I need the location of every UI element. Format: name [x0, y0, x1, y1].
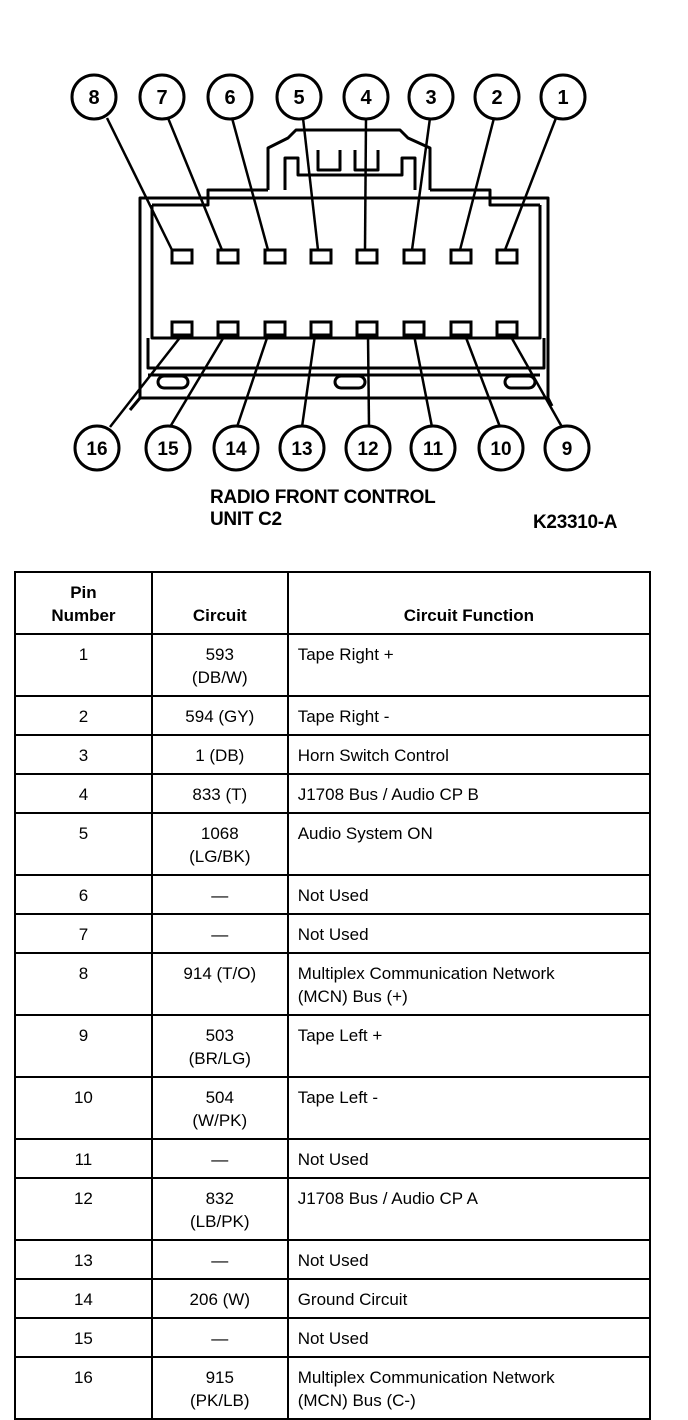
pin-number-cell	[15, 774, 152, 813]
header-pin-line1: Pin	[70, 583, 97, 602]
pin-callouts-top	[72, 75, 585, 119]
circuit-line-2: (LB/PK)	[190, 1212, 250, 1231]
function-cell	[288, 1240, 650, 1279]
function-line-1: Tape Right +	[297, 645, 394, 664]
function-cell	[288, 1357, 650, 1419]
figure-code: K23310-A	[533, 512, 618, 533]
pin-number: 3	[78, 746, 89, 765]
circuit-line-1: 206 (W)	[189, 1290, 251, 1309]
table-row	[15, 735, 650, 774]
svg-text:3: 3	[425, 87, 437, 109]
svg-text:9: 9	[561, 439, 573, 460]
pin-callout-9	[545, 426, 589, 470]
table-row	[15, 1318, 650, 1357]
pin-number-cell	[15, 696, 152, 735]
pin-callout-8	[72, 75, 116, 119]
pin-number: 4	[78, 785, 89, 804]
table-row	[15, 1077, 650, 1139]
circuit-line-1: —	[211, 925, 229, 944]
svg-text:6: 6	[224, 87, 236, 109]
function-cell	[288, 634, 650, 696]
function-line-1: Not Used	[297, 1329, 369, 1348]
pin-number-cell	[15, 1279, 152, 1318]
table-row	[15, 914, 650, 953]
svg-text:11: 11	[422, 439, 444, 460]
circuit-line-1: 593	[205, 645, 234, 664]
pin-number: 9	[78, 1026, 89, 1045]
pin-callout-16	[75, 426, 119, 470]
pin-callout-15	[146, 426, 190, 470]
circuit-cell	[152, 696, 288, 735]
table-row	[15, 696, 650, 735]
table-row	[15, 1357, 650, 1419]
circuit-cell	[152, 813, 288, 875]
header-pin-line2: Number	[51, 606, 116, 625]
pin-number-cell	[15, 1077, 152, 1139]
circuit-line-1: 914 (T/O)	[183, 964, 257, 983]
pin-callout-4	[344, 75, 388, 119]
function-line-2: (MCN) Bus (+)	[297, 987, 408, 1006]
circuit-cell	[152, 875, 288, 914]
terminal-row-bottom	[172, 322, 517, 335]
pin-callout-13	[280, 426, 324, 470]
function-cell	[288, 1015, 650, 1077]
connector-diagram	[0, 0, 688, 560]
svg-text:2: 2	[491, 87, 503, 109]
pin-number: 13	[73, 1251, 93, 1270]
table-row	[15, 1279, 650, 1318]
function-line-2: (MCN) Bus (C-)	[297, 1391, 416, 1410]
pin-callout-3	[409, 75, 453, 119]
circuit-cell	[152, 914, 288, 953]
circuit-line-1: —	[211, 1329, 229, 1348]
table-row	[15, 1178, 650, 1240]
function-cell	[288, 813, 650, 875]
table-row	[15, 953, 650, 1015]
circuit-line-1: —	[211, 886, 229, 905]
circuit-cell	[152, 1279, 288, 1318]
pin-number-cell	[15, 875, 152, 914]
pin-callout-1	[541, 75, 585, 119]
pin-callout-11	[411, 426, 455, 470]
table-row	[15, 634, 650, 696]
table-row	[15, 1240, 650, 1279]
pin-number-cell	[15, 1139, 152, 1178]
pin-number-cell	[15, 813, 152, 875]
circuit-cell	[152, 1357, 288, 1419]
svg-text:8: 8	[88, 87, 100, 109]
svg-text:5: 5	[293, 87, 305, 109]
function-line-1: Audio System ON	[297, 824, 433, 843]
diagram-caption	[210, 487, 435, 531]
pin-function-table	[14, 571, 651, 1420]
pin-callout-14	[214, 426, 258, 470]
table-row	[15, 774, 650, 813]
function-line-1: J1708 Bus / Audio CP A	[297, 1189, 478, 1208]
circuit-line-1: —	[211, 1150, 229, 1169]
pin-callout-5	[277, 75, 321, 119]
function-line-1: Tape Right -	[297, 707, 390, 726]
circuit-line-1: 832	[205, 1189, 234, 1208]
pin-number: 7	[78, 925, 89, 944]
caption-line-2: UNIT C2	[210, 509, 282, 530]
svg-text:15: 15	[157, 439, 179, 460]
header-pin-number	[15, 572, 152, 634]
function-line-1: Not Used	[297, 1150, 369, 1169]
pin-number: 16	[73, 1368, 93, 1387]
pin-number-cell	[15, 953, 152, 1015]
header-circuit-function: Circuit Function	[288, 572, 650, 634]
pin-number: 14	[73, 1290, 93, 1309]
function-cell	[288, 1279, 650, 1318]
function-line-1: J1708 Bus / Audio CP B	[297, 785, 479, 804]
circuit-line-1: 1 (DB)	[195, 746, 245, 765]
circuit-cell	[152, 1139, 288, 1178]
function-line-1: Horn Switch Control	[297, 746, 449, 765]
function-cell	[288, 735, 650, 774]
pin-number: 1	[78, 645, 89, 664]
circuit-cell	[152, 634, 288, 696]
pin-number: 11	[74, 1150, 93, 1169]
function-line-1: Multiplex Communication Network	[297, 964, 555, 983]
circuit-line-2: (LG/BK)	[189, 847, 251, 866]
pin-number: 15	[73, 1329, 93, 1348]
circuit-cell	[152, 774, 288, 813]
pin-number-cell	[15, 914, 152, 953]
function-cell	[288, 1318, 650, 1357]
function-line-1: Multiplex Communication Network	[297, 1368, 555, 1387]
svg-text:13: 13	[291, 439, 313, 460]
pin-number-cell	[15, 1357, 152, 1419]
caption-line-1: RADIO FRONT CONTROL	[210, 487, 436, 508]
function-cell	[288, 1139, 650, 1178]
svg-text:7: 7	[156, 87, 168, 109]
svg-text:4: 4	[360, 87, 372, 109]
function-line-1: Tape Left -	[297, 1088, 379, 1107]
function-cell	[288, 875, 650, 914]
function-cell	[288, 774, 650, 813]
pin-callout-10	[479, 426, 523, 470]
circuit-cell	[152, 1178, 288, 1240]
function-cell	[288, 696, 650, 735]
circuit-cell	[152, 735, 288, 774]
circuit-line-1: 504	[205, 1088, 234, 1107]
circuit-cell	[152, 953, 288, 1015]
circuit-line-2: (PK/LB)	[190, 1391, 250, 1410]
pin-number-cell	[15, 1178, 152, 1240]
pin-number: 8	[78, 964, 89, 983]
pin-callout-12	[346, 426, 390, 470]
table-row	[15, 1139, 650, 1178]
connector-housing	[130, 130, 552, 410]
pin-number: 2	[78, 707, 89, 726]
pin-callout-7	[140, 75, 184, 119]
svg-text:14: 14	[225, 439, 247, 460]
circuit-line-1: 1068	[200, 824, 239, 843]
pin-number: 6	[78, 886, 89, 905]
pin-number-cell	[15, 1318, 152, 1357]
svg-text:16: 16	[86, 439, 108, 460]
circuit-line-1: 833 (T)	[192, 785, 248, 804]
circuit-line-1: 915	[205, 1368, 234, 1387]
table-row	[15, 875, 650, 914]
pin-number-cell	[15, 1240, 152, 1279]
table-row	[15, 1015, 650, 1077]
pin-number: 10	[73, 1088, 93, 1107]
circuit-line-2: (DB/W)	[191, 668, 248, 687]
function-line-1: Ground Circuit	[297, 1290, 408, 1309]
circuit-cell	[152, 1015, 288, 1077]
function-line-1: Not Used	[297, 925, 369, 944]
pin-callouts-bottom	[75, 426, 589, 470]
circuit-line-1: 594 (GY)	[185, 707, 255, 726]
svg-text:12: 12	[357, 439, 379, 460]
function-line-1: Not Used	[297, 886, 369, 905]
circuit-line-2: (W/PK)	[192, 1111, 248, 1130]
pin-callout-2	[475, 75, 519, 119]
pin-number: 12	[73, 1189, 93, 1208]
function-cell	[288, 914, 650, 953]
pin-number: 5	[78, 824, 89, 843]
circuit-cell	[152, 1240, 288, 1279]
function-cell	[288, 1178, 650, 1240]
pin-number-cell	[15, 735, 152, 774]
table-header-row	[15, 572, 650, 634]
function-line-1: Not Used	[297, 1251, 369, 1270]
circuit-line-1: 503	[205, 1026, 234, 1045]
terminal-row-top	[172, 250, 517, 263]
circuit-line-1: —	[211, 1251, 229, 1270]
svg-text:1: 1	[557, 87, 569, 109]
circuit-cell	[152, 1318, 288, 1357]
table-row	[15, 813, 650, 875]
function-cell	[288, 953, 650, 1015]
pin-number-cell	[15, 1015, 152, 1077]
function-line-1: Tape Left +	[297, 1026, 383, 1045]
function-cell	[288, 1077, 650, 1139]
header-circuit: Circuit	[152, 572, 288, 634]
circuit-line-2: (BR/LG)	[188, 1049, 251, 1068]
table-body	[15, 634, 650, 1419]
pin-number-cell	[15, 634, 152, 696]
svg-text:10: 10	[490, 439, 512, 460]
pin-callout-6	[208, 75, 252, 119]
circuit-cell	[152, 1077, 288, 1139]
